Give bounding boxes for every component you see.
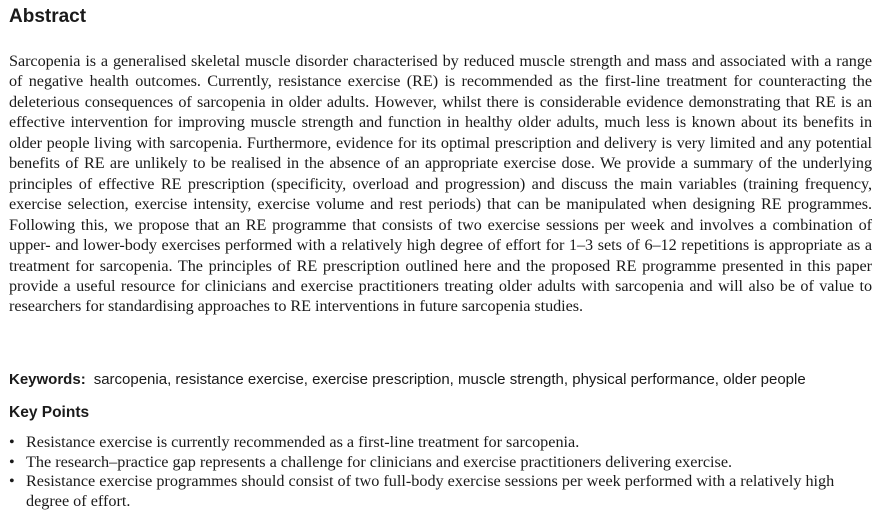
abstract-body: Sarcopenia is a generalised skeletal muscle disorder characterised by reduced muscle strength and mass and associated with a range of negative health outcomes. Currently, resistance exercise (RE) is recommended as the first-line treatment for counteracting the deleterious consequences of sarcopenia in older adults. However, whilst there is considerable evidence demonstrating that RE is an effective intervention for improving muscle strength and function in healthy older adults, much less is known about its benefits in older people living with sarcopenia. Furthermore, evidence for its optimal prescription and delivery is very limited and any potential benefits of RE are unlikely to be realised in the absence of an appropriate exercise dose. We provide a summary of the underlying principles of effective RE prescription (specificity, overload and progression) and discuss the main variables (training frequency, exercise selection, exercise intensity, exercise volume and rest periods) that can be manipulated when designing RE programmes. Following this, we propose that an RE programme that consists of two exercise sessions per week and involves a combination of upper- and lower-body exercises performed with a relatively high degree of effort for 1–3 sets of 6–12 repetitions is appropriate as a treatment for sarcopenia. The principles of RE prescription outlined here and the proposed RE programme presented in this paper provide a useful resource for clinicians and exercise practitioners treating older adults with sarcopenia and will also be of value to researchers for standardising approaches to RE interventions in future sarcopenia studies. [9,52,872,316]
key-point-item [9,433,872,453]
key-point-text: The research–practice gap represents a challenge for clinicians and exercise practitioners delivering exercise. [26,452,733,471]
key-point-item [9,453,872,473]
bullet-icon: • [9,452,15,471]
abstract-heading: Abstract [9,6,87,27]
key-point-text: Resistance exercise programmes should consist of two full-body exercise sessions per week performed with a relatively high degree of effort. [26,472,835,510]
bullet-icon: • [9,472,15,490]
keywords-text: sarcopenia, resistance exercise, exercise prescription, muscle strength, physical performance, older people [93,371,806,388]
keywords-label: Keywords: [9,371,86,388]
key-points-heading: Key Points [9,404,90,421]
key-point-item [9,472,872,511]
key-point-text: Resistance exercise is currently recommended as a first-line treatment for sarcopenia. [26,433,580,451]
bullet-icon: • [9,433,15,451]
key-points-list [9,433,872,511]
keywords-line [9,371,879,388]
